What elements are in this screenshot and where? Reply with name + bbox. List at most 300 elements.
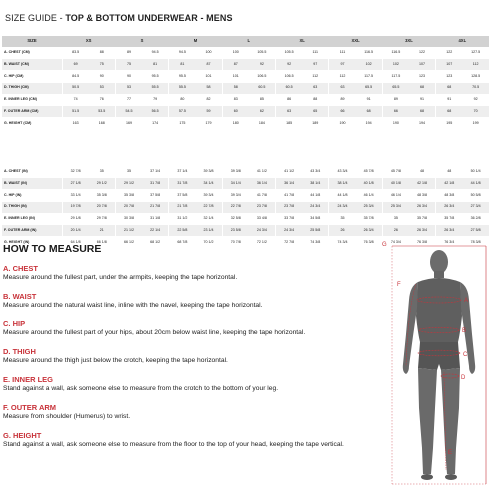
table-cell: 70 7/8	[222, 237, 249, 249]
row-label: E. INNER LEG (IN)	[2, 213, 62, 225]
table-cell: 38 1/4	[302, 178, 329, 190]
figure-left-leg	[418, 368, 437, 474]
table-cell: 23 7/8	[249, 201, 276, 213]
table-cell: 35 7/8	[409, 213, 436, 225]
table-cell: 74	[62, 94, 89, 106]
label-d: D	[461, 375, 466, 381]
table-cell: 95.5	[142, 71, 169, 83]
table-cell: 26 3/4	[436, 201, 463, 213]
size-header-xxl: XXL	[329, 36, 382, 47]
table-cell: 79	[142, 94, 169, 106]
table-cell: 68	[409, 106, 436, 118]
table-cell: 168	[89, 118, 116, 130]
table-cell: 40 1/8	[382, 178, 409, 190]
figure-left-arm	[403, 282, 418, 374]
table-cell: 31 1/2	[169, 213, 196, 225]
table-cell: 128.5	[462, 71, 489, 83]
table-cell: 88	[89, 47, 116, 59]
table-cell: 19 7/8	[62, 201, 89, 213]
table-cell: 66	[329, 106, 356, 118]
measure-item	[3, 432, 373, 449]
size-header-4xl: 4XL	[436, 36, 489, 47]
table-cell: 37 5/8	[142, 190, 169, 202]
table-cell: 89	[329, 94, 356, 106]
table-cell: 35	[115, 166, 142, 178]
table-cell: 87	[222, 59, 249, 71]
table-cell: 29 7/8	[89, 213, 116, 225]
measure-item	[3, 293, 373, 310]
row-label: A. CHEST (IN)	[2, 166, 62, 178]
table-cell: 46 1/4	[356, 190, 383, 202]
table-cell: 179	[195, 118, 222, 130]
table-cell: 48 3/8	[409, 190, 436, 202]
table-cell: 42 1/8	[409, 178, 436, 190]
table-cell: 190	[329, 118, 356, 130]
table-cell: 34 1/4	[195, 178, 222, 190]
table-cell: 44 1/8	[329, 190, 356, 202]
table-cell: 74 3/4	[329, 237, 356, 249]
table-cell: 20 7/8	[115, 201, 142, 213]
size-header-label: SIZE	[2, 36, 62, 47]
table-cell: 70 1/2	[195, 237, 222, 249]
row-label: B. WAIST (CM)	[2, 59, 62, 71]
table-cell: 68 1/2	[142, 237, 169, 249]
table-cell: 31 1/8	[142, 213, 169, 225]
how-to-measure-title: HOW TO MEASURE	[3, 243, 102, 255]
row-label: B. WAIST (IN)	[2, 178, 62, 190]
table-cell: 48	[436, 166, 463, 178]
table-cell: 29 1/2	[89, 178, 116, 190]
table-cell: 35 3/8	[89, 190, 116, 202]
measure-description: Measure from shoulder (Humerus) to wrist.	[3, 413, 131, 420]
table-cell: 81	[169, 59, 196, 71]
table-cell: 26 3/4	[356, 225, 383, 237]
table-row	[2, 59, 489, 71]
table-cell: 40 1/8	[356, 178, 383, 190]
table-cell: 63	[302, 82, 329, 94]
measure-heading: C. HIP	[3, 319, 26, 328]
table-cell: 41 7/8	[276, 190, 303, 202]
size-header-s: S	[115, 36, 168, 47]
table-cell: 25 3/4	[356, 201, 383, 213]
table-cell: 100	[195, 47, 222, 59]
table-cell: 111	[329, 47, 356, 59]
table-cell: 53.5	[89, 106, 116, 118]
table-cell: 105.5	[249, 47, 276, 59]
table-cell: 112	[302, 71, 329, 83]
table-cell: 68	[409, 82, 436, 94]
table-cell: 116.5	[356, 47, 383, 59]
row-label: A. CHEST (CM)	[2, 47, 62, 59]
table-cell: 20 1/4	[62, 225, 89, 237]
size-header-l: L	[222, 36, 275, 47]
row-label: G. HEIGHT (CM)	[2, 118, 62, 130]
label-e: E	[448, 450, 453, 456]
table-cell: 45 7/8	[382, 166, 409, 178]
table-cell: 22 7/8	[195, 201, 222, 213]
row-label: F. OUTER ARM (CM)	[2, 106, 62, 118]
table-cell: 33 1/4	[62, 190, 89, 202]
table-cell: 50 5/8	[462, 190, 489, 202]
table-row	[2, 166, 489, 178]
table-cell: 39 3/8	[222, 166, 249, 178]
table-cell: 105.5	[276, 47, 303, 59]
table-cell: 27 1/8	[62, 178, 89, 190]
body-figure-svg	[378, 238, 490, 490]
table-cell: 27 3/4	[462, 201, 489, 213]
table-cell: 45 7/8	[356, 166, 383, 178]
table-cell: 89	[382, 94, 409, 106]
measure-heading: E. INNER LEG	[3, 375, 54, 384]
table-row	[2, 213, 489, 225]
table-cell: 68	[356, 106, 383, 118]
measure-description: Measure around the thigh just below the crotch, keeping the tape horizontal.	[3, 357, 228, 364]
table-cell: 112	[329, 71, 356, 83]
measure-item	[3, 348, 373, 365]
title-main: TOP & BOTTOM UNDERWEAR - MENS	[65, 13, 233, 23]
table-cell: 57.5	[169, 106, 196, 118]
table-cell: 23 1/4	[195, 225, 222, 237]
table-cell: 72 7/8	[276, 237, 303, 249]
table-cell: 69	[62, 59, 89, 71]
table-cell: 195	[436, 118, 463, 130]
table-cell: 194	[356, 118, 383, 130]
label-f: F	[397, 282, 401, 288]
table-cell: 97	[302, 59, 329, 71]
size-header-m: M	[169, 36, 222, 47]
table-row	[2, 190, 489, 202]
table-cell: 169	[115, 118, 142, 130]
table-cell: 87	[195, 59, 222, 71]
table-cell: 74 3/4	[382, 237, 409, 249]
table-cell: 66	[382, 106, 409, 118]
table-cell: 66 1/2	[115, 237, 142, 249]
table-cell: 27 5/8	[462, 225, 489, 237]
table-cell: 94.5	[169, 47, 196, 59]
table-cell: 39 3/4	[195, 190, 222, 202]
table-cell: 107	[409, 59, 436, 71]
table-cell: 116.5	[382, 47, 409, 59]
table-cell: 184	[249, 118, 276, 130]
table-row	[2, 118, 489, 130]
table-cell: 31 7/8	[169, 178, 196, 190]
measure-description: Measure around the natural waist line, inline with the navel, keeping the tape horizontal.	[3, 302, 263, 309]
row-label: E. INNER LEG (CM)	[2, 94, 62, 106]
label-g: G	[382, 242, 387, 248]
table-cell: 68	[436, 82, 463, 94]
table-cell: 63	[329, 82, 356, 94]
size-header-3xl: 3XL	[382, 36, 435, 47]
table-cell: 32 7/8	[62, 166, 89, 178]
label-a: A	[464, 298, 469, 304]
table-cell: 50 1/4	[462, 166, 489, 178]
table-row	[2, 106, 489, 118]
table-cell: 76 3/8	[356, 237, 383, 249]
table-row	[2, 225, 489, 237]
table-cell: 38 1/4	[329, 178, 356, 190]
table-cell: 82	[195, 94, 222, 106]
label-c: C	[463, 352, 468, 358]
table-cell: 55.5	[142, 82, 169, 94]
table-cell: 101	[222, 71, 249, 83]
size-table-cm	[2, 36, 489, 130]
page-title	[5, 13, 233, 23]
size-header-row	[2, 36, 489, 47]
table-cell: 117.5	[382, 71, 409, 83]
row-label: G. HEIGHT (IN)	[2, 237, 62, 249]
table-cell: 21 1/2	[115, 225, 142, 237]
table-cell: 26 3/4	[436, 225, 463, 237]
table-cell: 83	[222, 94, 249, 106]
row-label: C. HIP (IN)	[2, 190, 62, 202]
table-cell: 29 1/2	[115, 178, 142, 190]
table-cell: 26	[382, 225, 409, 237]
table-cell: 20 7/8	[89, 201, 116, 213]
table-cell: 88	[302, 94, 329, 106]
table-cell: 35 7/8	[436, 213, 463, 225]
table-cell: 41 1/2	[249, 166, 276, 178]
table-cell: 46 1/4	[382, 190, 409, 202]
table-cell: 35	[329, 213, 356, 225]
table-cell: 24 3/4	[302, 201, 329, 213]
table-cell: 37 5/8	[169, 190, 196, 202]
table-cell: 106.5	[276, 71, 303, 83]
table-cell: 84.5	[62, 71, 89, 83]
row-label: C. HIP (CM)	[2, 71, 62, 83]
table-cell: 24 3/4	[329, 201, 356, 213]
table-cell: 117.5	[356, 71, 383, 83]
table-cell: 44 1/8	[462, 178, 489, 190]
table-cell: 53	[115, 82, 142, 94]
measure-heading: A. CHEST	[3, 264, 39, 273]
table-cell: 50.5	[62, 82, 89, 94]
table-cell: 39 3/8	[195, 166, 222, 178]
table-cell: 37 1/4	[169, 166, 196, 178]
table-cell: 85	[249, 94, 276, 106]
size-table-in	[2, 166, 489, 249]
table-cell: 21 7/8	[169, 201, 196, 213]
table-cell: 90	[89, 71, 116, 83]
table-cell: 58	[195, 82, 222, 94]
table-cell: 37 1/4	[142, 166, 169, 178]
table-cell: 65.5	[356, 82, 383, 94]
table-cell: 48	[409, 166, 436, 178]
table-cell: 33 7/8	[276, 213, 303, 225]
table-cell: 58	[222, 82, 249, 94]
row-label: D. THIGH (IN)	[2, 201, 62, 213]
table-cell: 51.5	[62, 106, 89, 118]
table-cell: 185	[276, 118, 303, 130]
table-cell: 25 5/8	[302, 225, 329, 237]
body-figure	[378, 238, 490, 490]
table-cell: 101	[195, 71, 222, 83]
table-cell: 91	[409, 94, 436, 106]
table-cell: 76	[89, 94, 116, 106]
table-cell: 127.5	[462, 47, 489, 59]
table-cell: 97	[329, 59, 356, 71]
table-cell: 91	[356, 94, 383, 106]
table-cell: 41 7/8	[249, 190, 276, 202]
table-cell: 76 3/4	[436, 237, 463, 249]
table-cell: 102	[356, 59, 383, 71]
table-cell: 59	[195, 106, 222, 118]
table-cell: 123	[436, 71, 463, 83]
table-cell: 36 2/8	[462, 213, 489, 225]
table-cell: 107	[436, 59, 463, 71]
table-cell: 39 3/4	[222, 190, 249, 202]
table-cell: 56.5	[142, 106, 169, 118]
table-cell: 86	[276, 94, 303, 106]
table-cell: 43 3/4	[329, 166, 356, 178]
table-cell: 180	[222, 118, 249, 130]
table-cell: 21	[89, 225, 116, 237]
table-cell: 174	[142, 118, 169, 130]
figure-head	[430, 250, 448, 274]
table-cell: 190	[382, 118, 409, 130]
table-cell: 60.5	[276, 82, 303, 94]
table-cell: 54.5	[115, 106, 142, 118]
table-cell: 81	[142, 59, 169, 71]
table-cell: 68 7/8	[169, 237, 196, 249]
table-row	[2, 178, 489, 190]
table-cell: 21 7/8	[142, 201, 169, 213]
table-cell: 163	[62, 118, 89, 130]
table-cell: 100	[222, 47, 249, 59]
table-cell: 89	[115, 47, 142, 59]
table-cell: 92	[462, 94, 489, 106]
table-cell: 31 7/8	[142, 178, 169, 190]
table-cell: 175	[169, 118, 196, 130]
table-cell: 35	[382, 213, 409, 225]
measure-item	[3, 265, 373, 282]
table-cell: 22 5/8	[169, 225, 196, 237]
table-cell: 34 5/8	[302, 213, 329, 225]
label-b: B	[462, 328, 467, 334]
measure-heading: D. THIGH	[3, 347, 36, 356]
table-cell: 78 3/8	[462, 237, 489, 249]
measure-heading: G. HEIGHT	[3, 431, 42, 440]
table-cell: 25 3/4	[382, 201, 409, 213]
table-cell: 91	[436, 94, 463, 106]
title-prefix: SIZE GUIDE -	[5, 13, 66, 23]
table-cell: 83.5	[62, 47, 89, 59]
table-cell: 72 1/2	[249, 237, 276, 249]
table-cell: 53	[89, 82, 116, 94]
table-cell: 26 3/4	[409, 201, 436, 213]
size-header-xl: XL	[276, 36, 329, 47]
table-cell: 122	[409, 47, 436, 59]
table-cell: 68	[436, 106, 463, 118]
table-cell: 63	[276, 106, 303, 118]
table-cell: 95.5	[169, 71, 196, 83]
table-cell: 36 1/4	[249, 178, 276, 190]
table-cell: 64 1/8	[62, 237, 89, 249]
figure-right-leg	[441, 368, 460, 474]
table-cell: 74 3/8	[302, 237, 329, 249]
measure-description: Stand against a wall, ask someone else to measure from the floor to the top of your head, keeping the tape vertical.	[3, 441, 344, 448]
table-cell: 111	[302, 47, 329, 59]
figure-left-foot	[421, 474, 433, 480]
table-cell: 35	[89, 166, 116, 178]
table-cell: 77	[115, 94, 142, 106]
table-cell: 24 3/4	[249, 225, 276, 237]
table-row	[2, 47, 489, 59]
table-cell: 34 1/4	[222, 178, 249, 190]
table-cell: 90	[115, 71, 142, 83]
measure-item	[3, 404, 373, 421]
table-cell: 26	[329, 225, 356, 237]
table-cell: 65	[302, 106, 329, 118]
table-cell: 194	[409, 118, 436, 130]
table-cell: 122	[436, 47, 463, 59]
table-cell: 60.5	[249, 82, 276, 94]
table-cell: 23 7/8	[276, 201, 303, 213]
table-cell: 30 3/8	[115, 213, 142, 225]
table-cell: 55.5	[169, 82, 196, 94]
table-cell: 35 7/8	[356, 213, 383, 225]
table-cell: 41 1/2	[276, 166, 303, 178]
table-cell: 75	[89, 59, 116, 71]
table-cell: 44 1/8	[302, 190, 329, 202]
table-cell: 32 5/8	[222, 213, 249, 225]
table-cell: 70	[462, 106, 489, 118]
table-cell: 24 3/4	[276, 225, 303, 237]
table-cell: 29 1/8	[62, 213, 89, 225]
table-cell: 92	[249, 59, 276, 71]
row-label: D. THIGH (CM)	[2, 82, 62, 94]
table-cell: 106.5	[249, 71, 276, 83]
table-row	[2, 82, 489, 94]
measure-item	[3, 376, 373, 393]
figure-torso	[416, 278, 462, 342]
table-cell: 199	[462, 118, 489, 130]
table-cell: 80	[169, 94, 196, 106]
table-cell: 76 3/8	[409, 237, 436, 249]
table-cell: 112	[462, 59, 489, 71]
table-cell: 65.5	[382, 82, 409, 94]
table-cell: 35 3/8	[115, 190, 142, 202]
measure-description: Measure around the fullest part, under the armpits, keeping the tape horizontal.	[3, 274, 238, 281]
table-cell: 26 3/4	[409, 225, 436, 237]
table-row	[2, 71, 489, 83]
table-cell: 123	[409, 71, 436, 83]
table-cell: 189	[302, 118, 329, 130]
table-cell: 92	[276, 59, 303, 71]
table-cell: 66 1/8	[89, 237, 116, 249]
table-cell: 70.5	[462, 82, 489, 94]
table-cell: 33 4/8	[249, 213, 276, 225]
table-cell: 43 3/4	[302, 166, 329, 178]
measure-item	[3, 320, 373, 337]
table-cell: 94.5	[142, 47, 169, 59]
table-cell: 62	[249, 106, 276, 118]
table-cell: 42 1/8	[436, 178, 463, 190]
row-label: F. OUTER ARM (IN)	[2, 225, 62, 237]
table-cell: 75	[115, 59, 142, 71]
table-cell: 22 7/8	[222, 201, 249, 213]
measure-heading: F. OUTER ARM	[3, 403, 57, 412]
measure-description: Measure around the fullest part of your hips, about 20cm below waist line, keeping the tape horizontal.	[3, 329, 306, 336]
table-cell: 48 3/8	[436, 190, 463, 202]
measure-heading: B. WAIST	[3, 292, 37, 301]
table-cell: 60	[222, 106, 249, 118]
table-row	[2, 201, 489, 213]
size-header-xs: XS	[62, 36, 115, 47]
table-cell: 102	[382, 59, 409, 71]
table-cell: 23 5/8	[222, 225, 249, 237]
table-cell: 36 1/4	[276, 178, 303, 190]
table-cell: 32 1/4	[195, 213, 222, 225]
